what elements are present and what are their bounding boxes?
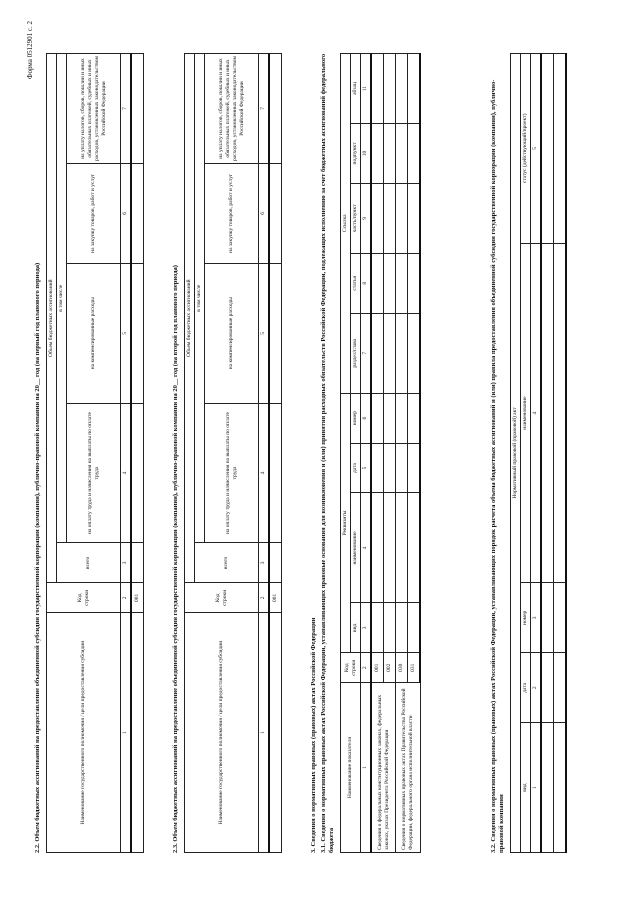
num: 3 <box>121 542 132 582</box>
data-cell <box>131 612 144 852</box>
table-3-1 <box>340 53 421 853</box>
col-a: на оплату труда и начисления на выплаты по оплате труда <box>205 403 259 543</box>
row-code: 001 <box>371 652 384 682</box>
num: 4 <box>121 403 132 543</box>
h-type: вид <box>521 722 531 852</box>
h-type: вид <box>351 602 361 652</box>
num: 6 <box>259 163 270 263</box>
h-part: часть/пункт <box>351 183 361 253</box>
h-subparagraph: подпункт <box>351 123 361 183</box>
num: 5 <box>259 263 270 403</box>
num: 8 <box>361 253 372 313</box>
num: 9 <box>361 183 372 253</box>
num: 7 <box>121 53 132 163</box>
section-3-2-title: 3.2. Сведения о нормативных правовых (правовых) актах Российской Федерации, устанавливающих порядок расчета объема бюджетных ассигнований и (или) правила предоставления объединенной субсидии государственной корпорации (компании), публично-правовой компании <box>490 79 505 853</box>
row-code: 031 <box>408 652 421 682</box>
num: 1 <box>121 612 132 852</box>
col-requisites: Реквизиты <box>341 393 351 653</box>
col-d: на уплату налогов, сборов, пошлин и иных обязательных платежей, судебных и иных расходов, установленных законодательством Российской Федерации <box>205 53 259 163</box>
num: 2 <box>531 652 542 722</box>
col-b: на компенсированные расходы <box>205 263 259 403</box>
section-2-2-title: 2.2. Объем бюджетных ассигнований на предоставление объединенной субсидии государственной корпорации (компании), публично-правовой компании на 20__ год (на первый год планового периода) <box>34 262 41 853</box>
num: 2 <box>361 652 372 682</box>
num: 5 <box>531 53 542 243</box>
num: 1 <box>361 682 372 852</box>
h-date: дата <box>351 443 361 493</box>
row-code: 001 <box>131 582 144 612</box>
col-total: всего <box>195 542 259 582</box>
form-label: Форма 0512901 с. 2 <box>26 20 34 79</box>
col-name: Наименование государственного полномочия / цели предоставления субсидии <box>47 612 121 852</box>
num: 7 <box>361 313 372 393</box>
h-article: статья <box>351 253 361 313</box>
num: 6 <box>361 393 372 443</box>
h-number: номер <box>351 393 361 443</box>
num: 6 <box>121 163 132 263</box>
col-name: Наименование государственного полномочия / цели предоставления субсидии <box>185 612 259 852</box>
h-name: наименование <box>521 243 531 583</box>
col-reference: Ссылка <box>341 53 351 393</box>
col-incl: в том числе <box>57 53 67 542</box>
data-cell <box>131 163 144 263</box>
num: 11 <box>361 53 372 123</box>
num: 5 <box>361 443 372 493</box>
section-2-3-title: 2.3. Объем бюджетных ассигнований на предоставление объединенной субсидии государственной корпорации (компании), публично-правовой компании на 20__ год (на второй год планового периода) <box>172 264 179 853</box>
row-code: 001 <box>269 582 282 612</box>
h-section: раздел/глава <box>351 313 361 393</box>
col-volume: Объем бюджетных ассигнований <box>47 53 57 582</box>
num: 4 <box>361 492 372 602</box>
data-cell <box>131 403 144 543</box>
data-cell <box>269 542 282 582</box>
num: 3 <box>259 542 270 582</box>
data-cell <box>269 53 282 163</box>
col-incl: в том числе <box>195 53 205 542</box>
data-cell <box>131 263 144 403</box>
col-code: Код строки <box>185 582 259 612</box>
num: 3 <box>531 582 542 652</box>
data-cell <box>131 542 144 582</box>
row-code: 030 <box>396 652 408 682</box>
section-3-1-title: 3.1. Сведения о нормативных правовых актах Российской Федерации, устанавливающих правовые основания для возникновения и (или) принятия расходных обязательств Российской Федерации, подлежащих исполнению за счет бюджетных ассигнований федерального бюджета <box>320 53 335 853</box>
col-a: на оплату труда и начисления на выплаты по оплате труда <box>67 403 121 543</box>
num: 7 <box>259 53 270 163</box>
section-3-title: 3. Сведения о нормативных правовых (правовых) актах Российской Федерации <box>310 617 317 853</box>
num: 2 <box>259 582 270 612</box>
table-2-3 <box>184 53 282 853</box>
num: 4 <box>259 403 270 543</box>
col-b: на компенсированные расходы <box>67 263 121 403</box>
row-label-federal-laws: Сведения о федеральных конституционных законах, федеральных законах, указах Президента Российской Федерации <box>371 682 396 852</box>
data-cell <box>269 612 282 852</box>
data-cell <box>269 403 282 543</box>
h-name: наименование <box>351 492 361 602</box>
col-volume: Объем бюджетных ассигнований <box>185 53 195 582</box>
data-cell <box>131 53 144 163</box>
num: 10 <box>361 123 372 183</box>
col-c: на закупку товаров, работ и услуг <box>67 163 121 263</box>
h-date: дата <box>521 652 531 722</box>
col-act: Нормативный правовой (правовой) акт <box>511 53 521 852</box>
num: 2 <box>121 582 132 612</box>
data-cell <box>269 263 282 403</box>
col-code: Код строки <box>341 652 361 682</box>
table-2-2 <box>46 53 144 853</box>
num: 1 <box>259 612 270 852</box>
rotated-form-page <box>20 13 620 893</box>
col-d: на уплату налогов, сборов, пошлин и иных обязательных платежей, судебных и иных расходов, установленных законодательством Российской Федерации <box>67 53 121 163</box>
num: 4 <box>531 243 542 583</box>
h-paragraph: абзац <box>351 53 361 123</box>
h-number: номер <box>521 582 531 652</box>
h-status: статус (действующий/проект) <box>521 53 531 243</box>
row-label-government-acts: Сведения о нормативных правовых актах Правительства Российской Федерации, федерального органа исполнительной власти <box>396 682 421 852</box>
num: 5 <box>121 263 132 403</box>
num: 3 <box>361 602 372 652</box>
table-3-2 <box>510 53 567 853</box>
col-c: на закупку товаров, работ и услуг <box>205 163 259 263</box>
col-indicator: Наименование показателя <box>341 682 361 852</box>
num: 1 <box>531 722 542 852</box>
col-total: всего <box>57 542 121 582</box>
col-code: Код строки <box>47 582 121 612</box>
row-code: 002 <box>384 652 396 682</box>
data-cell <box>269 163 282 263</box>
